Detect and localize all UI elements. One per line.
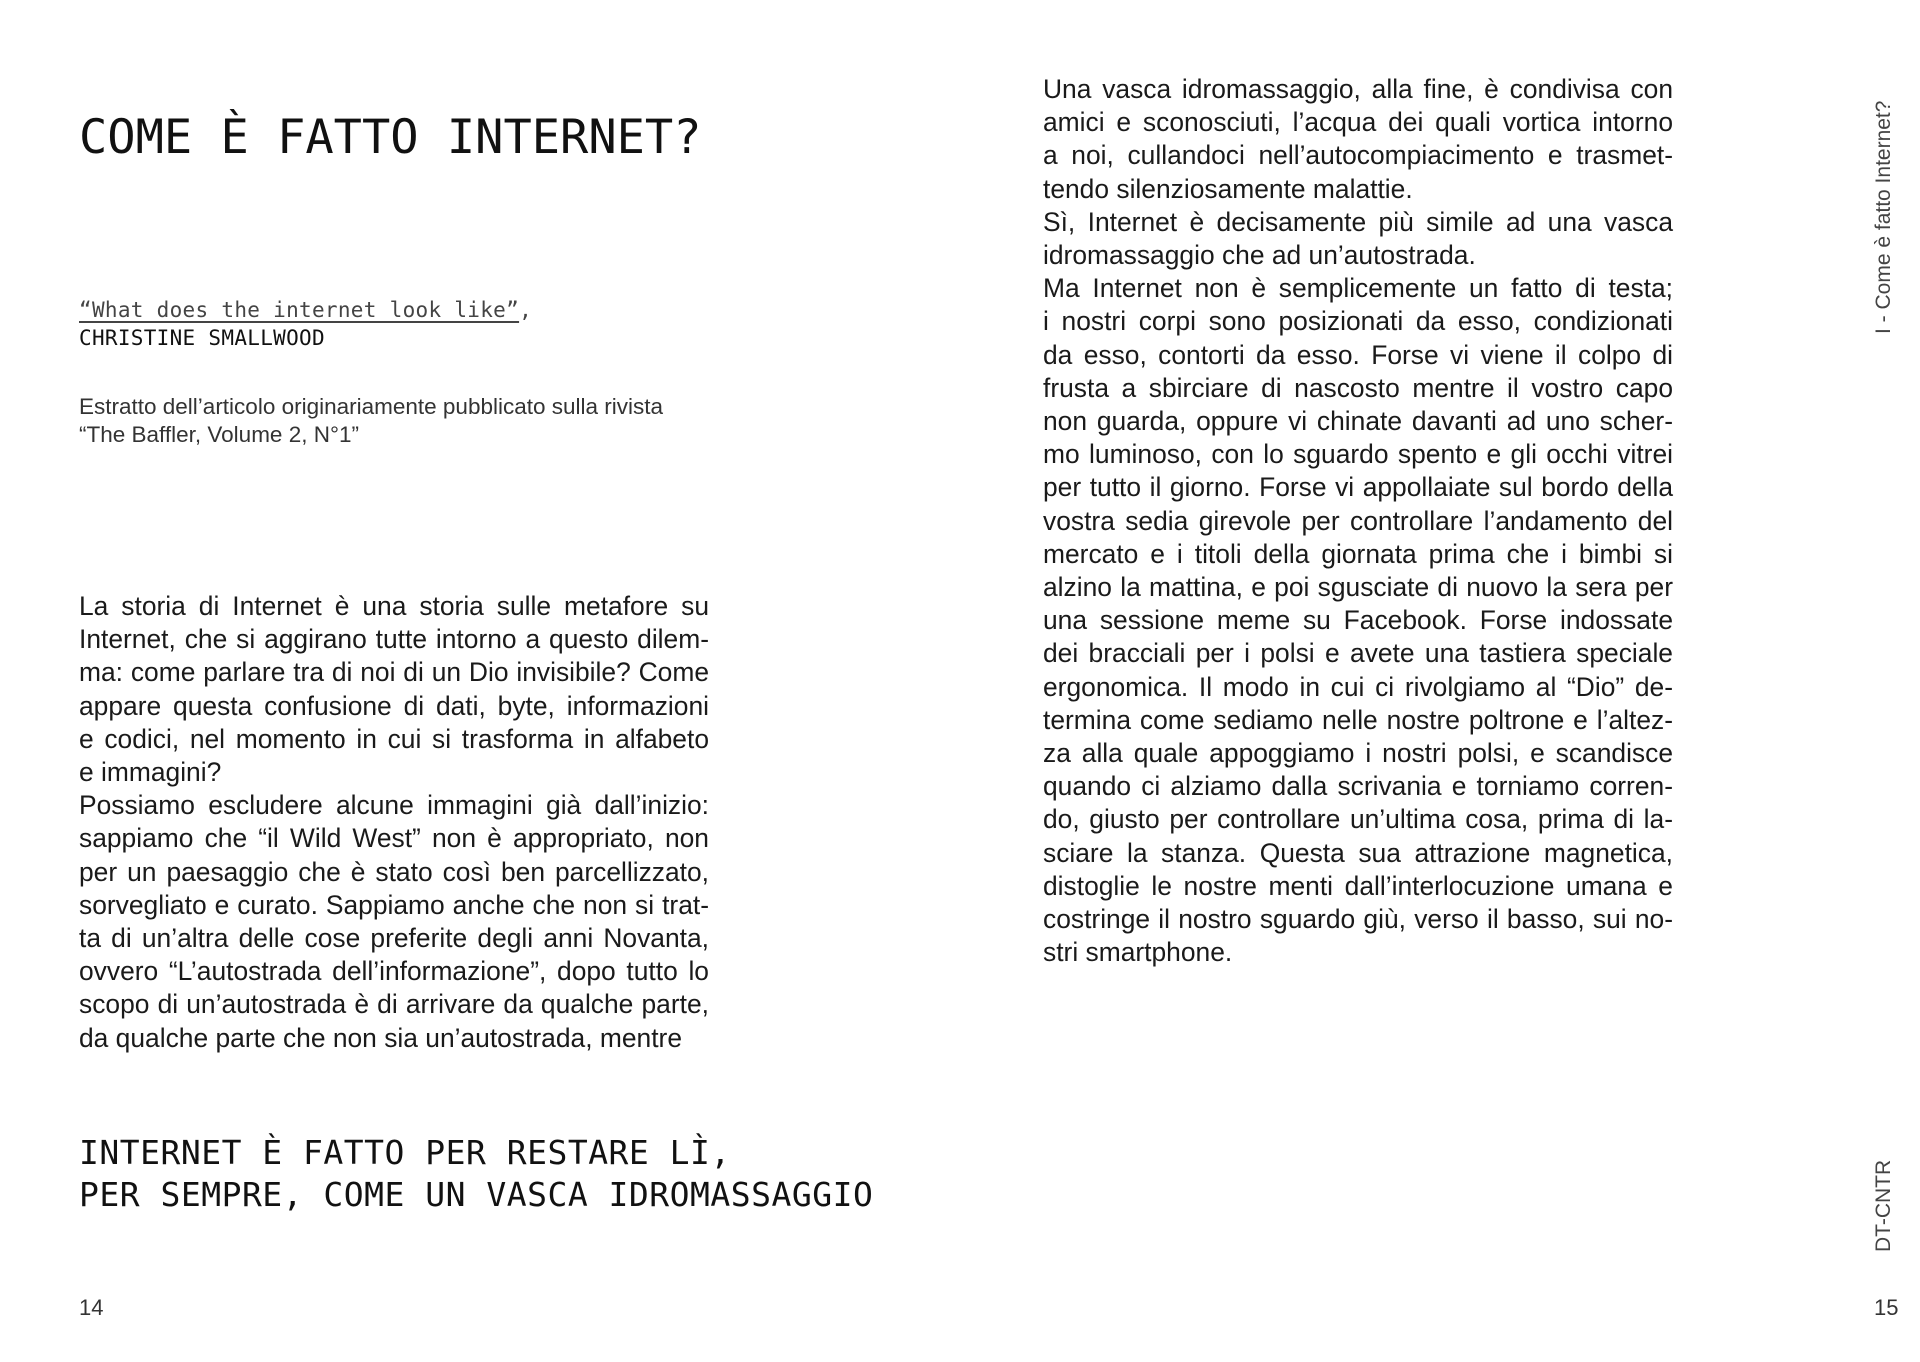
page-number-right: 15 bbox=[1874, 1295, 1899, 1320]
chapter-title: COME È FATTO INTERNET? bbox=[79, 110, 702, 165]
body-line: per un paesaggio che è stato così ben parcellizzato, bbox=[79, 856, 709, 887]
body-line: ergonomica. Il modo in cui ci rivolgiamo al “Dio” de- bbox=[1043, 671, 1673, 702]
body-line: scopo di un’autostrada è di arrivare da qualche parte, bbox=[79, 989, 709, 1020]
body-line: a noi, cullandoci nell’autocompiacimento e trasmet- bbox=[1043, 140, 1673, 171]
body-line: dei bracciali per i polsi e avete una tastiera speciale bbox=[1043, 638, 1673, 669]
body-line: termina come sediamo nelle nostre poltrone e l’altez- bbox=[1043, 704, 1673, 735]
pull-quote-line: INTERNET È FATTO PER RESTARE LÌ, bbox=[79, 1133, 731, 1172]
body-line: mercato e i titoli della giornata prima che i bimbi si bbox=[1043, 538, 1673, 569]
body-line: alzino la mattina, e poi sgusciate di nuovo la sera per bbox=[1043, 572, 1673, 603]
body-line: Possiamo escludere alcune immagini già dall’inizio: bbox=[79, 790, 709, 821]
body-line: costringe il nostro sguardo giù, verso il basso, sui no- bbox=[1043, 904, 1673, 935]
body-line: ovvero “L’autostrada dell’informazione”, dopo tutto lo bbox=[79, 956, 709, 987]
body-line: ma: come parlare tra di noi di un Dio invisibile? Come bbox=[79, 657, 709, 688]
body-line: e immagini? bbox=[79, 757, 222, 788]
body-line: una sessione meme su Facebook. Forse indossate bbox=[1043, 605, 1673, 636]
body-line: mo luminoso, con lo sguardo spento e gli occhi vitrei bbox=[1043, 439, 1673, 470]
pull-quote-line: PER SEMPRE, COME UN VASCA IDROMASSAGGIO bbox=[79, 1175, 874, 1214]
body-line: stri smartphone. bbox=[1043, 937, 1233, 968]
body-line: da qualche parte che non sia un’autostrada, mentre bbox=[79, 1022, 682, 1053]
body-line: Internet, che si aggirano tutte intorno a questo dilem- bbox=[79, 624, 709, 655]
body-line: non guarda, oppure vi chinate davanti ad uno scher- bbox=[1043, 406, 1673, 437]
body-line: quando ci alziamo dalla scrivania e torniamo corren- bbox=[1043, 771, 1673, 802]
body-line: sorvegliato e curato. Sappiamo anche che non si trat- bbox=[79, 889, 709, 920]
body-line: distoglie le nostre menti dall’interlocuzione umana e bbox=[1043, 870, 1673, 901]
body-line: amici e sconosciuti, l’acqua dei quali vortica intorno bbox=[1043, 107, 1673, 138]
article-source bbox=[79, 296, 532, 352]
body-line: Ma Internet non è semplicemente un fatto di testa; bbox=[1043, 273, 1673, 304]
running-foot-vertical: DT-CNTR bbox=[1872, 1159, 1895, 1252]
body-line: do, giusto per controllare un’ultima cosa, prima di la- bbox=[1043, 804, 1673, 835]
body-line: e codici, nel momento in cui si trasforma in alfabeto bbox=[79, 723, 709, 754]
body-line: da esso, contorti da esso. Forse vi viene il colpo di bbox=[1043, 339, 1673, 370]
source-author: CHRISTINE SMALLWOOD bbox=[79, 326, 325, 350]
pull-quote bbox=[79, 1132, 873, 1216]
body-line: appare questa confusione di dati, byte, informazioni bbox=[79, 690, 709, 721]
body-line: Una vasca idromassaggio, alla fine, è condivisa con bbox=[1043, 74, 1673, 104]
body-line: sappiamo che “il Wild West” non è appropriato, non bbox=[79, 823, 709, 854]
left-body-text bbox=[79, 590, 709, 1055]
body-line: per tutto il giorno. Forse vi appollaiate sul bordo della bbox=[1043, 472, 1673, 503]
body-line: za alla quale appoggiamo i nostri polsi, e scandisce bbox=[1043, 738, 1673, 769]
body-line: tendo silenziosamente malattie. bbox=[1043, 173, 1413, 204]
excerpt-note-line: “The Baffler, Volume 2, N°1” bbox=[79, 422, 359, 447]
source-article-title: “What does the internet look like” bbox=[79, 298, 520, 322]
body-line: frusta a sbirciare di nascosto mentre il vostro capo bbox=[1043, 372, 1673, 403]
body-line: sciare la stanza. Questa sua attrazione magnetica, bbox=[1043, 837, 1673, 868]
body-line: La storia di Internet è una storia sulle metafore su bbox=[79, 591, 709, 621]
page-number-left: 14 bbox=[79, 1295, 104, 1320]
body-line: idromassaggio che ad un’autostrada. bbox=[1043, 240, 1476, 271]
running-head-vertical: I - Come è fatto Internet? bbox=[1872, 100, 1895, 334]
body-line: i nostri corpi sono posizionati da esso, condizionati bbox=[1043, 306, 1673, 337]
excerpt-note-line: Estratto dell’articolo originariamente pubblicato sulla rivista bbox=[79, 394, 664, 419]
body-line: Sì, Internet è decisamente più simile ad una vasca bbox=[1043, 206, 1673, 237]
source-separator: , bbox=[519, 298, 532, 322]
excerpt-note bbox=[79, 393, 719, 449]
right-body-text bbox=[1043, 73, 1673, 969]
body-line: vostra sedia girevole per controllare l’andamento del bbox=[1043, 505, 1673, 536]
body-line: ta di un’altra delle cose preferite degli anni Novanta, bbox=[79, 923, 709, 954]
